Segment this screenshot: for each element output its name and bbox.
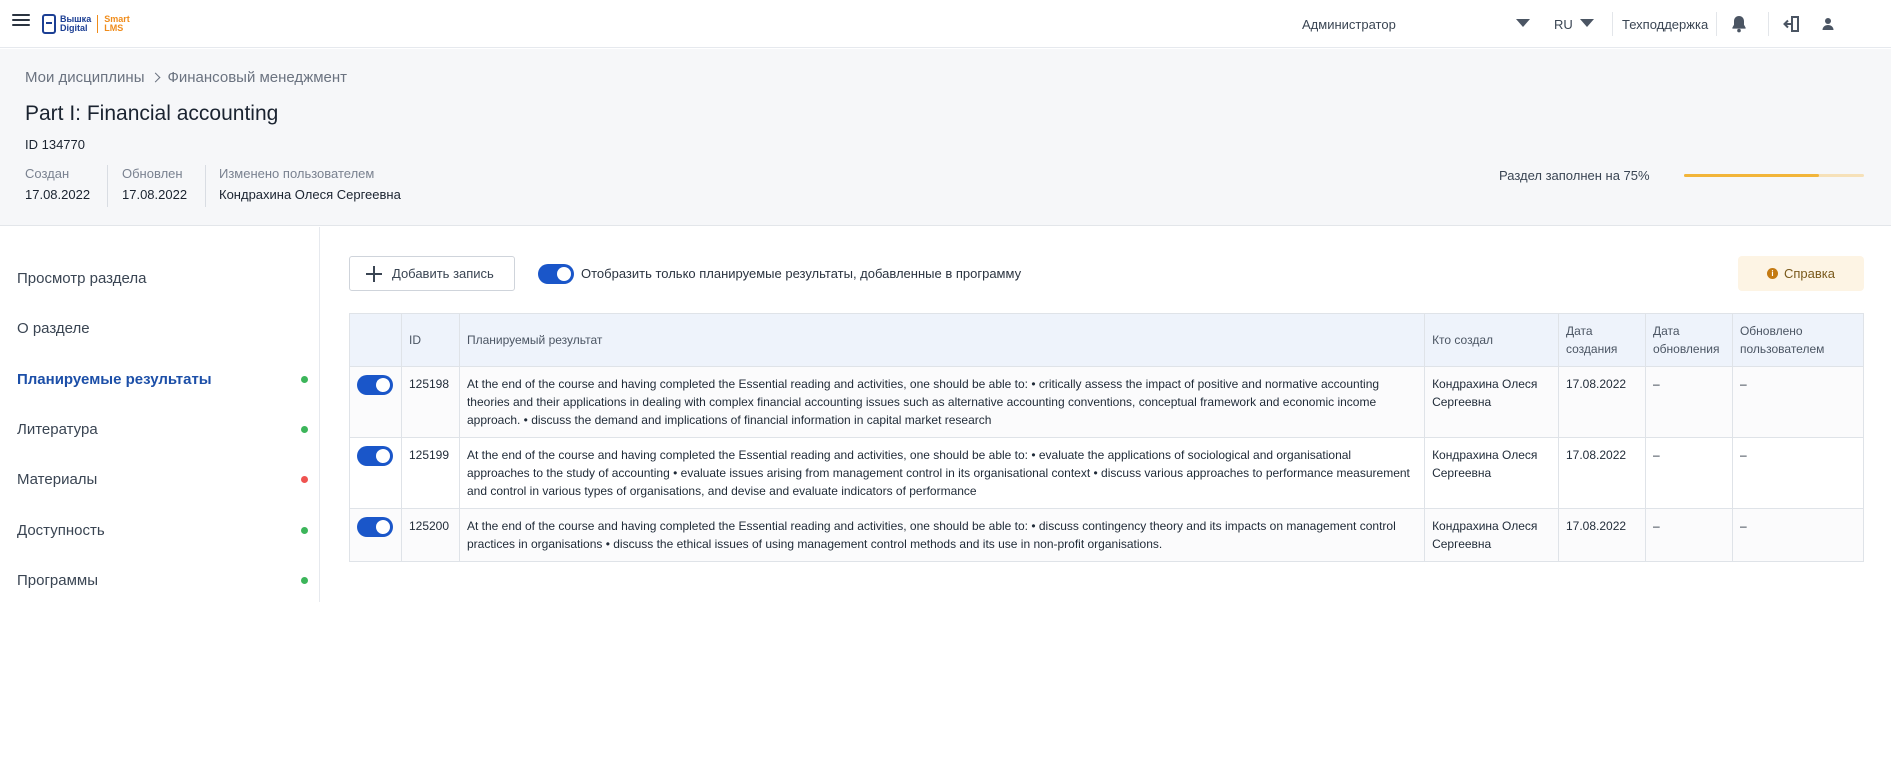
row-created: 17.08.2022: [1559, 509, 1646, 562]
support-link[interactable]: Техподдержка: [1622, 16, 1709, 32]
row-result[interactable]: At the end of the course and having completed the Essential reading and activities, one should be able to: • evaluate the applications of sociological and organisational approaches to the study of accounting • evaluate issues arising from management control in its organisational context • discuss various approaches to performance measurement and control in various types of organisations, and devise and evaluate indicators of performance: [459, 438, 1424, 509]
row-updated-by: –: [1732, 438, 1863, 509]
updated-label: Обновлен: [122, 166, 183, 181]
created-label: Создан: [25, 166, 70, 181]
row-id: 125199: [401, 438, 459, 509]
filter-toggle[interactable]: [538, 264, 574, 284]
header-result[interactable]: Планируемый результат: [459, 314, 1424, 367]
row-created: 17.08.2022: [1559, 367, 1646, 438]
table-row: [350, 509, 1864, 562]
header-author[interactable]: Кто создал: [1425, 314, 1559, 367]
progress-label: Раздел заполнен на 75%: [1499, 168, 1650, 183]
row-updated: –: [1645, 367, 1732, 438]
sidebar-item-about-section[interactable]: [17, 315, 312, 341]
updated-value: 17.08.2022: [122, 187, 188, 202]
sidebar-item-accessibility[interactable]: [17, 517, 312, 543]
progress-bar: [1684, 174, 1864, 177]
table-row: [350, 438, 1864, 509]
user-icon[interactable]: [1818, 14, 1838, 34]
row-author: Кондрахина Олеся Сергеевна: [1425, 509, 1559, 562]
row-updated: –: [1645, 438, 1732, 509]
section-id: ID 134770: [25, 137, 85, 152]
sidebar-item-label: Просмотр раздела: [17, 269, 147, 287]
logo-smart-line1: Smart: [104, 14, 130, 24]
updated-meta: [122, 166, 187, 202]
include-toggle[interactable]: [357, 517, 393, 537]
role-selector[interactable]: Администратор: [1302, 16, 1396, 32]
logo-line1: Вышка: [60, 14, 92, 24]
table-row: [350, 367, 1864, 438]
logo[interactable]: [42, 12, 130, 36]
breadcrumb-my-disciplines[interactable]: Мои дисциплины: [25, 69, 145, 86]
help-button[interactable]: [1738, 256, 1864, 291]
breadcrumb: [25, 69, 347, 86]
language-caret-down-icon[interactable]: [1580, 19, 1594, 27]
bell-icon[interactable]: [1729, 14, 1749, 34]
menu-icon[interactable]: [12, 14, 30, 32]
row-author: Кондрахина Олеся Сергеевна: [1425, 367, 1559, 438]
changed-by-meta: [219, 166, 401, 202]
help-label: Справка: [1784, 266, 1835, 281]
table-header-row: [350, 314, 1864, 367]
info-icon: i: [1767, 268, 1778, 279]
changed-by-label: Изменено пользователем: [219, 166, 375, 181]
sidebar-item-literature[interactable]: [17, 416, 312, 442]
row-updated: –: [1645, 509, 1732, 562]
sidebar-item-label: Доступность: [17, 521, 105, 539]
sidebar-item-label: Программы: [17, 571, 99, 589]
language-selector[interactable]: RU: [1554, 16, 1573, 32]
logo-line2: Digital: [60, 23, 88, 33]
row-result[interactable]: At the end of the course and having completed the Essential reading and activities, one should be able to: • critically assess the impact of positive and normative accounting theories and their applications in dealing with complex financial accounting issues such as alternative accounting conventions, conceptual framework and economic income approach. • discuss the demand and implications of financial information in capital market research: [459, 367, 1424, 438]
sidebar-item-label: Планируемые результаты: [17, 370, 212, 388]
header-updated-by[interactable]: Обновлено пользователем: [1732, 314, 1863, 367]
status-dot-icon: [301, 426, 308, 433]
logo-smart-line2: LMS: [104, 23, 124, 33]
header-updated[interactable]: Дата обновления: [1645, 314, 1732, 367]
row-author: Кондрахина Олеся Сергеевна: [1425, 438, 1559, 509]
top-bar: [0, 0, 1891, 48]
results-table: [349, 313, 1864, 562]
header-toggle: [350, 314, 402, 367]
chevron-right-icon: [151, 73, 161, 83]
sidebar-item-label: Материалы: [17, 470, 98, 488]
header-id[interactable]: ID: [401, 314, 459, 367]
add-record-label: Добавить запись: [392, 266, 494, 281]
sidebar-item-label: Литература: [17, 420, 98, 438]
progress-bar-fill: [1684, 174, 1819, 177]
role-caret-down-icon[interactable]: [1516, 19, 1530, 27]
row-created: 17.08.2022: [1559, 438, 1646, 509]
plus-icon: [366, 266, 382, 282]
sidebar-item-view-section[interactable]: [17, 265, 312, 291]
changed-by-value: Кондрахина Олеся Сергеевна: [219, 187, 401, 202]
sidebar-item-planned-results[interactable]: [17, 366, 312, 392]
add-record-button[interactable]: [349, 256, 515, 291]
page-title: Part I: Financial accounting: [25, 102, 279, 125]
section-sidebar: [0, 227, 320, 602]
created-meta: [25, 166, 90, 202]
row-updated-by: –: [1732, 367, 1863, 438]
status-dot-icon: [301, 376, 308, 383]
row-id: 125198: [401, 367, 459, 438]
include-toggle[interactable]: [357, 375, 393, 395]
breadcrumb-discipline[interactable]: Финансовый менеджмент: [167, 69, 348, 86]
status-dot-icon: [301, 577, 308, 584]
header-created[interactable]: Дата создания: [1559, 314, 1646, 367]
row-id: 125200: [401, 509, 459, 562]
status-dot-icon: [301, 476, 308, 483]
created-value: 17.08.2022: [25, 187, 91, 202]
logo-mark-icon: [42, 14, 56, 34]
logout-icon[interactable]: [1782, 14, 1802, 34]
sidebar-item-label: О разделе: [17, 319, 90, 337]
include-toggle[interactable]: [357, 446, 393, 466]
sidebar-item-materials[interactable]: [17, 466, 312, 492]
row-result[interactable]: At the end of the course and having completed the Essential reading and activities, one should be able to: • discuss contingency theory and its impacts on management control practices in organisations • discuss the ethical issues of using management control methods and its use in non-profit organisations.: [459, 509, 1424, 562]
filter-label: Отобразить только планируемые результаты, добавленные в программу: [581, 266, 1022, 281]
status-dot-icon: [301, 527, 308, 534]
sidebar-item-programs[interactable]: [17, 567, 312, 593]
row-updated-by: –: [1732, 509, 1863, 562]
page-header: [0, 49, 1891, 226]
